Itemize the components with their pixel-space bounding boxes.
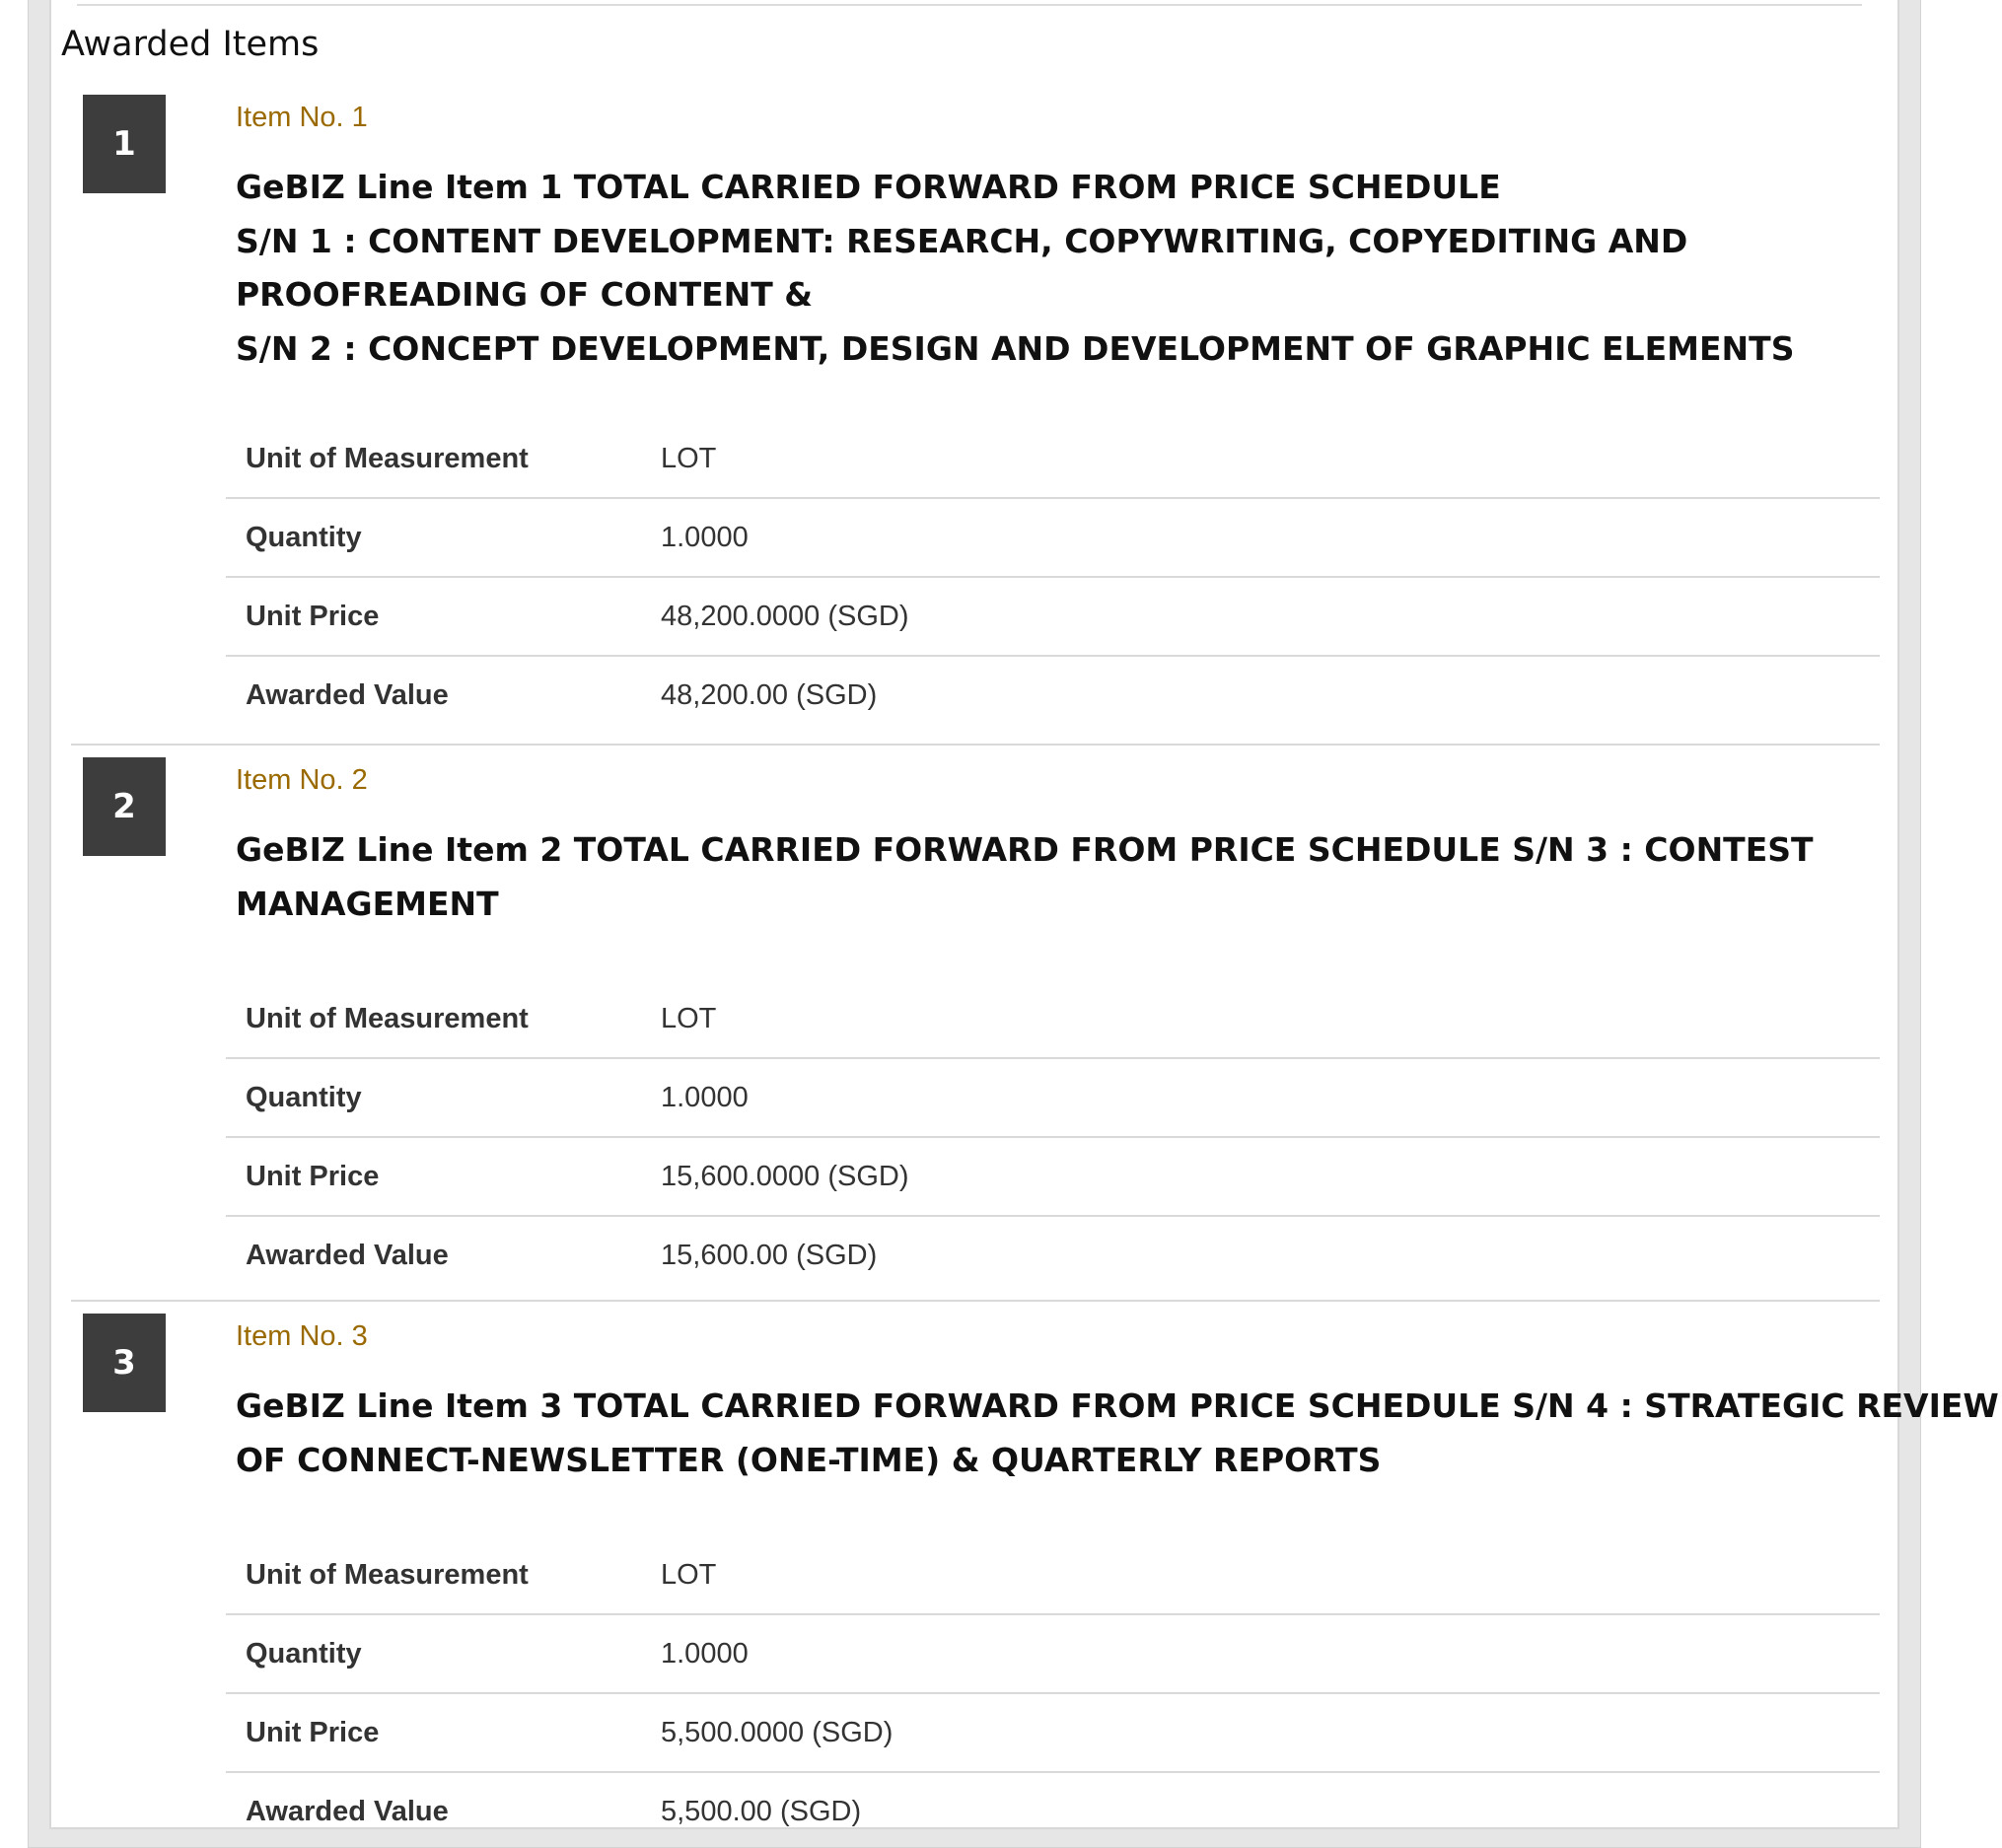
awarded-value-label: Awarded Value: [246, 1795, 449, 1827]
awarded-item: [71, 1314, 1999, 1836]
awarded-value-label: Awarded Value: [246, 678, 449, 711]
awarded-value-value: 48,200.00 (SGD): [661, 678, 878, 711]
awarded-item: [71, 757, 1880, 1300]
item-title-line: S/N 2 : CONCEPT DEVELOPMENT, DESIGN AND DEVELOPMENT OF GRAPHIC ELEMENTS: [236, 328, 1795, 368]
item-title-line: MANAGEMENT: [236, 884, 499, 923]
item-title-line: GeBIZ Line Item 3 TOTAL CARRIED FORWARD FROM PRICE SCHEDULE S/N 4 : STRATEGIC REVIEW: [236, 1386, 1999, 1425]
awarded-value-value: 15,600.00 (SGD): [661, 1239, 878, 1271]
item-label: Item No. 2: [236, 764, 368, 796]
table-row: [226, 1536, 1880, 1614]
quantity-value: 1.0000: [661, 498, 1880, 577]
item-divider: [71, 744, 1880, 746]
unit-of-measurement-label: Unit of Measurement: [226, 980, 661, 1058]
table-row: [226, 577, 1880, 656]
item-number-badge: 3: [83, 1314, 166, 1412]
unit-of-measurement-value: LOT: [661, 1536, 1880, 1614]
quantity-label: Quantity: [226, 1614, 661, 1693]
item-label: Item No. 1: [236, 102, 368, 133]
item-title-line: GeBIZ Line Item 2 TOTAL CARRIED FORWARD FROM PRICE SCHEDULE S/N 3 : CONTEST: [236, 830, 1814, 869]
item-divider: [71, 1300, 1880, 1302]
quantity-label: Quantity: [226, 498, 661, 577]
item-number-badge: 2: [83, 757, 166, 856]
awarded-value-label: Awarded Value: [246, 1239, 449, 1271]
unit-price-value: 15,600.0000 (SGD): [661, 1137, 1880, 1216]
top-divider: [77, 4, 1862, 6]
awarded-item: [71, 95, 1880, 755]
table-row: [226, 1772, 1880, 1848]
table-row: [226, 1137, 1880, 1216]
unit-of-measurement-value: LOT: [661, 980, 1880, 1058]
table-row: [226, 498, 1880, 577]
table-row: [226, 656, 1880, 734]
table-row: [226, 1693, 1880, 1772]
unit-price-value: 48,200.0000 (SGD): [661, 577, 1880, 656]
quantity-value: 1.0000: [661, 1614, 1880, 1693]
item-details-table: [226, 980, 1880, 1294]
item-title-line: PROOFREADING OF CONTENT &: [236, 275, 814, 314]
item-title: [236, 1380, 1999, 1487]
unit-price-value: 5,500.0000 (SGD): [661, 1693, 1880, 1772]
item-number-badge: 1: [83, 95, 166, 193]
table-row: [226, 1614, 1880, 1693]
awarded-value-value: 5,500.00 (SGD): [661, 1795, 862, 1827]
table-row: [226, 420, 1880, 498]
section-title: Awarded Items: [61, 25, 320, 64]
unit-price-label: Unit Price: [226, 577, 661, 656]
item-title: [236, 161, 1873, 376]
table-row: [226, 1216, 1880, 1294]
unit-of-measurement-label: Unit of Measurement: [226, 1536, 661, 1614]
item-title-line: OF CONNECT-NEWSLETTER (ONE-TIME) & QUARTERLY REPORTS: [236, 1440, 1382, 1479]
unit-of-measurement-label: Unit of Measurement: [226, 420, 661, 498]
item-title: [236, 823, 1873, 931]
unit-price-label: Unit Price: [226, 1693, 661, 1772]
item-title-line: GeBIZ Line Item 1 TOTAL CARRIED FORWARD FROM PRICE SCHEDULE: [236, 168, 1501, 206]
table-row: [226, 980, 1880, 1058]
item-details-table: [226, 420, 1880, 734]
quantity-value: 1.0000: [661, 1058, 1880, 1137]
item-details-table: [226, 1536, 1880, 1848]
item-label: Item No. 3: [236, 1320, 368, 1352]
unit-price-label: Unit Price: [226, 1137, 661, 1216]
table-row: [226, 1058, 1880, 1137]
item-title-line: S/N 1 : CONTENT DEVELOPMENT: RESEARCH, COPYWRITING, COPYEDITING AND: [236, 221, 1688, 260]
unit-of-measurement-value: LOT: [661, 420, 1880, 498]
quantity-label: Quantity: [226, 1058, 661, 1137]
